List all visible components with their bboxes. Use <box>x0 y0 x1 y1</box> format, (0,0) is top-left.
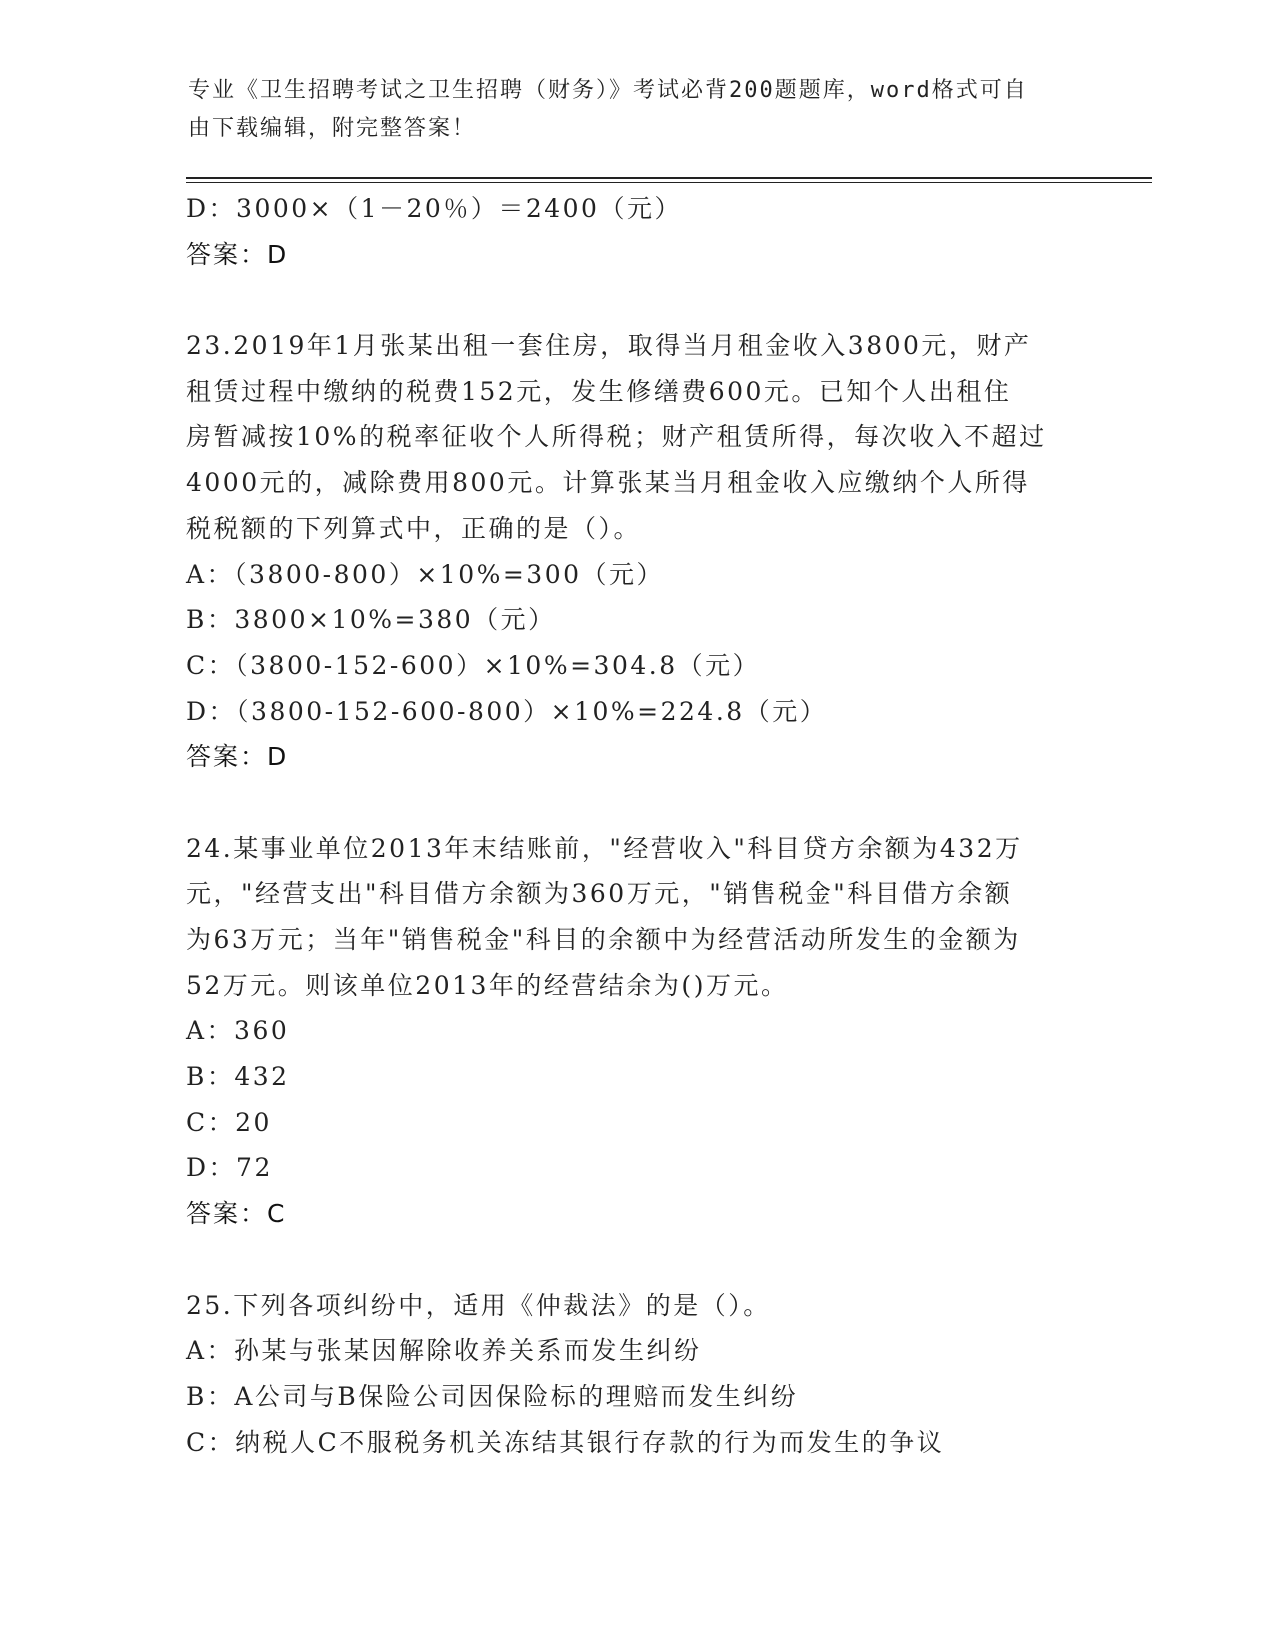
page-header <box>188 72 1068 148</box>
question-text-line: 元，"经营支出"科目借方余额为360万元，"销售税金"科目借方余额 <box>186 879 1013 909</box>
question-text-line: 23.2019年1月张某出租一套住房，取得当月租金收入3800元，财产 <box>186 331 1032 361</box>
option-c: C：（3800-152-600）×10%=304.8（元） <box>186 650 761 680</box>
option-d: D：3000×（1－20％）＝2400（元） <box>186 194 682 223</box>
document-body <box>186 186 1086 1465</box>
question-text-line: 税税额的下列算式中，正确的是（）。 <box>186 513 642 543</box>
option-b: B：3800×10%=380（元） <box>186 605 556 635</box>
option-c: C：20 <box>186 1107 272 1137</box>
question-text-line: 房暂减按10%的税率征收个人所得税；财产租赁所得，每次收入不超过 <box>186 422 1047 452</box>
option-b: B：432 <box>186 1062 290 1092</box>
question-25 <box>186 1283 1086 1466</box>
answer-line: 答案：D <box>186 742 289 772</box>
question-text-line: 25.下列各项纠纷中，适用《仲裁法》的是（）。 <box>186 1290 771 1320</box>
question-text-line: 为63万元；当年"销售税金"科目的余额中为经营活动所发生的金额为 <box>186 925 1021 954</box>
question-23 <box>186 323 1086 780</box>
answer-line: 答案：C <box>186 1199 287 1229</box>
option-d: D：（3800-152-600-800）×10%=224.8（元） <box>186 696 828 726</box>
answer-line: 答案：D <box>186 239 289 269</box>
header-divider-thin <box>186 182 1152 183</box>
option-d: D：72 <box>186 1153 273 1183</box>
option-a: A：360 <box>186 1016 290 1046</box>
header-title-line-1: 专业《卫生招聘考试之卫生招聘（财务）》考试必背200题题库，word格式可自 <box>188 78 1028 103</box>
question-22-tail <box>186 186 1086 277</box>
option-b: B：A公司与B保险公司因保险标的理赔而发生纠纷 <box>186 1381 799 1411</box>
question-text-line: 租赁过程中缴纳的税费152元，发生修缮费600元。已知个人出租住 <box>186 376 1012 406</box>
question-text-line: 4000元的，减除费用800元。计算张某当月租金收入应缴纳个人所得 <box>186 468 1030 498</box>
question-24 <box>186 826 1086 1237</box>
option-a: A：（3800-800）×10%=300（元） <box>186 559 665 589</box>
option-c: C：纳税人C不服税务机关冻结其银行存款的行为而发生的争议 <box>186 1427 945 1457</box>
option-a: A：孙某与张某因解除收养关系而发生纠纷 <box>186 1336 702 1366</box>
question-text-line: 24.某事业单位2013年末结账前，"经营收入"科目贷方余额为432万 <box>186 833 1023 863</box>
header-divider-thick <box>186 177 1152 179</box>
question-text-line: 52万元。则该单位2013年的经营结余为()万元。 <box>186 970 789 1000</box>
header-title-line-2: 由下载编辑，附完整答案！ <box>188 116 477 141</box>
